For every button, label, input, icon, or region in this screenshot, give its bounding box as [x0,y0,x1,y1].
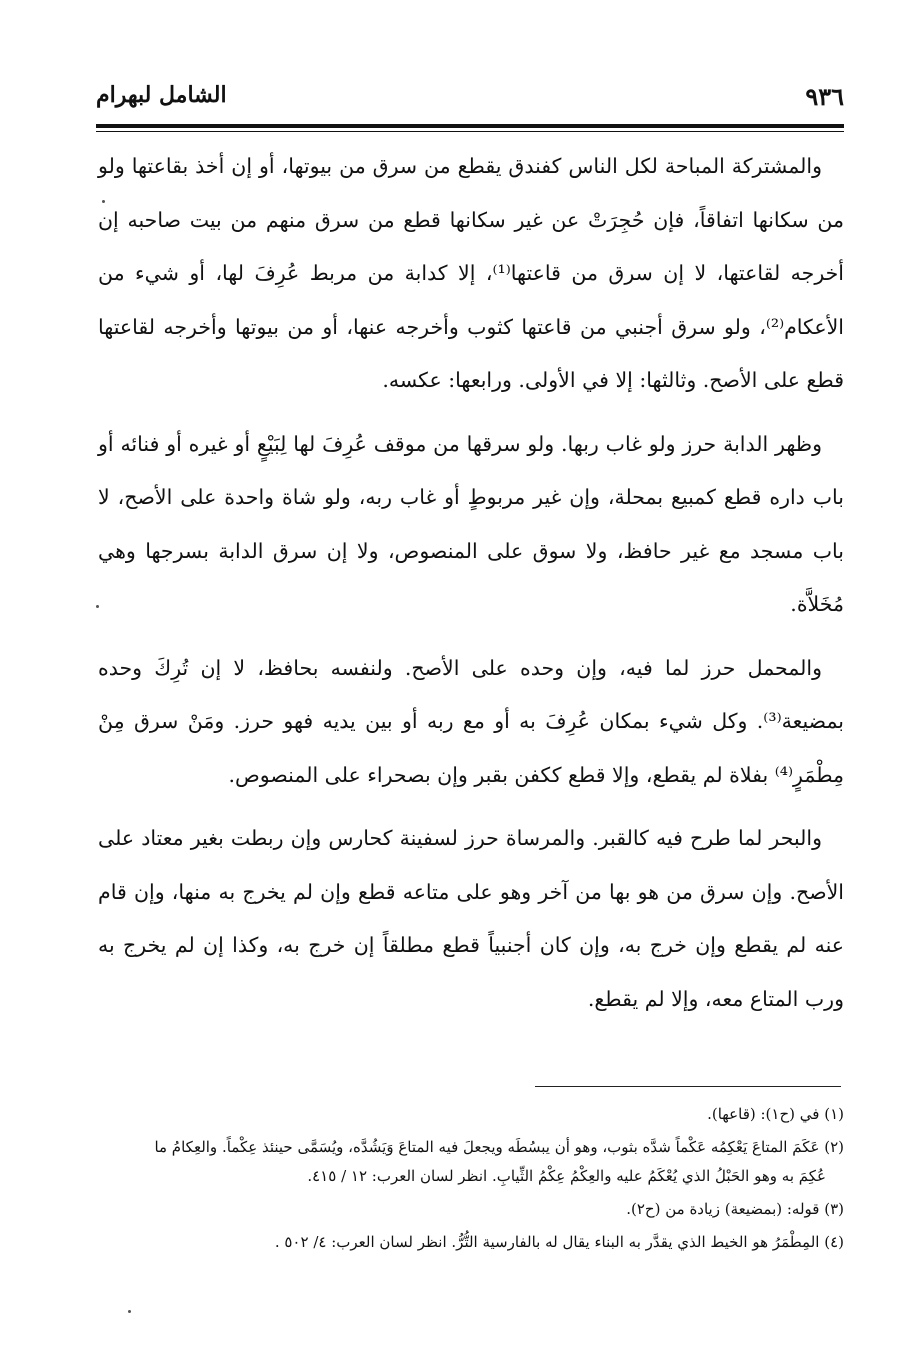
footnote-line: عُكِمَ به وهو الحَبْلُ الذي يُعْكَمُ عليه والعِكْمُ عِكْمُ الثِّيابِ. انظر لسان العرب: ١٢ / ٤١٥. [307,1167,826,1185]
footnote [98,1195,844,1224]
paragraph: والمشتركة المباحة لكل الناس كفندق يقطع من سرق من بيوتها، أو إن أخذ بقاعتها ولو من سكانها اتفاقاً، فإن حُجِرَتْ عن غير سكانها قطع من سرق منهم من بيت صاحبه إن أخرجه لقاعتها، لا إن سرق من قاعتها⁽¹⁾، إلا كدابة من مربط عُرِفَ لها، أو شيء من الأعكام⁽²⁾، ولو سرق أجنبي من قاعتها كثوب وأخرجه عنها، أو من بيوتها وأخرجه لقاعتها قطع على الأصح. وثالثها: إلا في الأولى. ورابعها: عكسه. [98,154,845,392]
scan-speck [128,1310,131,1313]
footnote-line: (٣) قوله: (بمضيعة) زيادة من (ح٢). [626,1200,844,1218]
main-text [98,140,844,1036]
paragraph: والمحمل حرز لما فيه، وإن وحده على الأصح. ولنفسه بحافظ، لا إن تُرِكَ وحده بمضيعة⁽³⁾. وكل شيء بمكان عُرِفَ به أو مع ربه أو بين يديه فهو حرز. ومَنْ سرق مِنْ مِطْمَرٍ⁽⁴⁾ بفلاة لم يقطع، وإلا قطع ككفن بقبر وإن بصحراء على المنصوص. [98,655,844,787]
footnote [98,1228,844,1257]
header-rule-thick [96,124,844,128]
paragraph: والبحر لما طرح فيه كالقبر. والمرساة حرز لسفينة كحارس وإن ربطت بغير معتاد على الأصح. وإن سرق من هو بها من آخر وهو على متاعه قطع وإن لم يخرج به منها، وإن قام عنه لم يقطع وإن خرج به، وإن كان أجنبياً قطع مطلقاً إن خرج به، وكذا إن لم يخرج به ورب المتاع معه، وإلا لم يقطع. [98,826,844,1011]
footnote [98,1133,844,1191]
paragraph: وظهر الدابة حرز ولو غاب ربها. ولو سرقها من موقف عُرِفَ لها لِبَيْعٍ أو غيره أو فنائه أو باب داره قطع كمبيع بمحلة، وإن غير مربوطٍ أو غاب ربه، ولو شاة واحدة على الأصح، لا باب مسجد مع غير حافظ، ولا سوق على المنصوص، ولا إن سرق الدابة بسرجها وهي مُخَلاَّة. [98,431,844,616]
scan-speck [96,605,99,608]
scan-speck [102,200,105,203]
page-header [96,78,844,118]
footnotes [98,1100,844,1261]
footnote-separator [535,1086,841,1087]
running-title: الشامل لبهرام [96,82,227,108]
page-number: ٩٣٦ [805,82,844,111]
header-rule-thin [96,131,844,132]
footnote-line: (٢) عَكَمَ المتاعَ يَعْكِمُه عَكْماً شدَّه بثوب، وهو أن يبسُطَه ويجعلَ فيه المتاعَ وَيَشُدَّه، ويُسَمَّى حينئذ عِكْماً. والعِكامُ ما [154,1138,844,1156]
footnote-line: (١) في (ح١): (قاعها). [707,1105,844,1123]
footnote [98,1100,844,1129]
footnote-line: (٤) المِطْمَرُ هو الخيط الذي يقدَّر به البناء يقال له بالفارسية التُّرُّ. انظر لسان العرب: ٤/ ٥٠٢ . [274,1233,844,1251]
